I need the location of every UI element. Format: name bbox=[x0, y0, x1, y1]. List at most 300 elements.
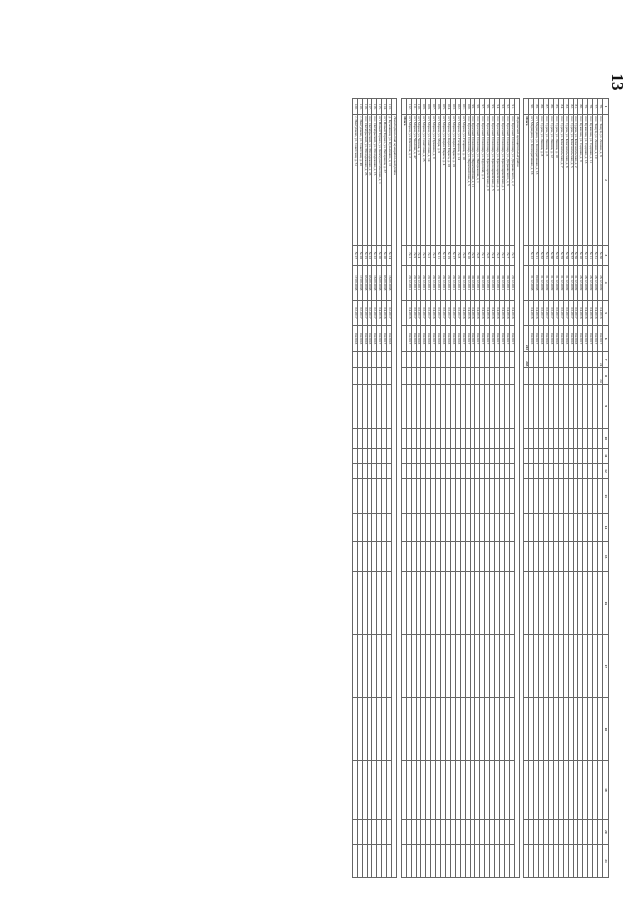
cell bbox=[411, 845, 416, 878]
cell bbox=[578, 463, 583, 478]
cell: 03.2017 bbox=[568, 300, 573, 326]
cell bbox=[387, 819, 392, 845]
address-cell: пос. Кукшлин, ул. Садовая, д. 13 bbox=[583, 115, 588, 246]
cell bbox=[426, 572, 431, 635]
cell bbox=[544, 761, 549, 819]
cell bbox=[539, 572, 544, 635]
cell bbox=[470, 514, 475, 542]
cell bbox=[573, 352, 578, 368]
cell bbox=[406, 845, 411, 878]
cell bbox=[563, 572, 568, 635]
table-row bbox=[352, 99, 357, 878]
cell bbox=[529, 368, 534, 384]
cell: № 4 bbox=[490, 245, 495, 265]
cell: 28.12.2009 bbox=[583, 265, 588, 300]
cell bbox=[529, 572, 534, 635]
cell bbox=[455, 635, 460, 698]
cell bbox=[578, 352, 583, 368]
cell: № 7 bbox=[504, 245, 509, 265]
cell: 03.2017 bbox=[441, 300, 446, 326]
cell bbox=[441, 514, 446, 542]
cell: 04.2018 bbox=[544, 326, 549, 352]
cell bbox=[421, 463, 426, 478]
cell bbox=[367, 698, 372, 761]
cell bbox=[549, 463, 554, 478]
total-value bbox=[401, 698, 406, 761]
cell: 04.2016 bbox=[485, 300, 490, 326]
cell bbox=[387, 542, 392, 572]
cell bbox=[539, 384, 544, 428]
cell bbox=[426, 479, 431, 514]
cell: 04.2016 bbox=[529, 326, 534, 352]
cell bbox=[563, 514, 568, 542]
cell bbox=[446, 448, 451, 463]
cell: № 2 bbox=[426, 245, 431, 265]
address-cell: пос. Октябрьский, ул. Молодежная, д. 23 bbox=[367, 115, 372, 246]
address-cell: пос. Красный Стекловар, ул. Красноармейская, д. 9 bbox=[485, 115, 490, 246]
cell bbox=[583, 479, 588, 514]
cell bbox=[416, 514, 421, 542]
cell bbox=[524, 245, 529, 265]
cell bbox=[549, 819, 554, 845]
cell bbox=[598, 428, 603, 448]
gap-cell bbox=[396, 99, 401, 878]
cell: 04.2016 bbox=[588, 300, 593, 326]
cell: № 17 bbox=[450, 245, 455, 265]
cell: 99. bbox=[470, 99, 475, 115]
cell bbox=[362, 463, 367, 478]
cell bbox=[470, 698, 475, 761]
section-title: Новоторъяльский муниципальный район bbox=[392, 115, 397, 878]
cell: 04.2018 bbox=[539, 326, 544, 352]
cell bbox=[529, 352, 534, 368]
cell bbox=[480, 761, 485, 819]
total-value bbox=[401, 448, 406, 463]
cell bbox=[411, 819, 416, 845]
cell: 29.12.2011 bbox=[446, 265, 451, 300]
cell bbox=[495, 428, 500, 448]
section-title-row bbox=[514, 99, 519, 878]
address-cell: пос. Красный Стекловар, ул. Красноармейская, д. 3 bbox=[495, 115, 500, 246]
cell bbox=[504, 448, 509, 463]
cell: № 31 bbox=[593, 245, 598, 265]
cell bbox=[406, 463, 411, 478]
cell: 04.2016 bbox=[480, 300, 485, 326]
cell bbox=[568, 479, 573, 514]
cell bbox=[372, 479, 377, 514]
cell: 04.2016 bbox=[529, 300, 534, 326]
cell: 28.12.2009 bbox=[578, 265, 583, 300]
cell bbox=[475, 352, 480, 368]
column-number: 1 bbox=[603, 99, 609, 115]
cell: 100. bbox=[465, 99, 470, 115]
cell bbox=[544, 698, 549, 761]
cell bbox=[544, 514, 549, 542]
cell bbox=[470, 368, 475, 384]
cell: 76. bbox=[598, 99, 603, 115]
cell bbox=[544, 819, 549, 845]
cell bbox=[431, 384, 436, 428]
table-row bbox=[470, 99, 475, 878]
cell bbox=[421, 698, 426, 761]
cell: 04.2017 bbox=[504, 326, 509, 352]
cell bbox=[465, 819, 470, 845]
cell bbox=[441, 761, 446, 819]
cell bbox=[465, 352, 470, 368]
cell: 04.2017 bbox=[499, 326, 504, 352]
cell: 29.12.2011 bbox=[436, 265, 441, 300]
cell bbox=[578, 572, 583, 635]
cell bbox=[598, 635, 603, 698]
total-value: 243 bbox=[524, 352, 529, 368]
cell: 04.2018 bbox=[553, 326, 558, 352]
cell bbox=[544, 384, 549, 428]
cell bbox=[352, 368, 357, 384]
cell: 87. bbox=[544, 99, 549, 115]
cell bbox=[431, 761, 436, 819]
cell bbox=[436, 761, 441, 819]
cell bbox=[446, 819, 451, 845]
cell: 02.2017 bbox=[387, 300, 392, 326]
total-value bbox=[524, 448, 529, 463]
cell bbox=[578, 845, 583, 878]
table-row bbox=[578, 99, 583, 878]
cell bbox=[431, 698, 436, 761]
cell: 04.2018 bbox=[450, 326, 455, 352]
cell: 04.2017 bbox=[490, 326, 495, 352]
cell bbox=[441, 463, 446, 478]
total-value bbox=[524, 428, 529, 448]
table-row bbox=[377, 99, 382, 878]
cell bbox=[431, 428, 436, 448]
cell bbox=[495, 463, 500, 478]
page-number: 13 bbox=[608, 73, 627, 91]
cell bbox=[490, 368, 495, 384]
cell bbox=[588, 479, 593, 514]
cell bbox=[480, 384, 485, 428]
cell bbox=[549, 479, 554, 514]
cell bbox=[475, 698, 480, 761]
cell: № 3 bbox=[431, 245, 436, 265]
cell: 04.2018 bbox=[352, 326, 357, 352]
cell bbox=[504, 819, 509, 845]
cell: 02.2017 bbox=[362, 300, 367, 326]
cell bbox=[485, 428, 490, 448]
column-number: 6 bbox=[603, 326, 609, 352]
cell bbox=[553, 514, 558, 542]
cell: 03.2017 bbox=[436, 300, 441, 326]
cell: 30.12.2011 bbox=[504, 265, 509, 300]
cell bbox=[593, 448, 598, 463]
cell bbox=[588, 384, 593, 428]
cell bbox=[598, 463, 603, 478]
cell: 30.12.2011 bbox=[490, 265, 495, 300]
total-value bbox=[401, 572, 406, 635]
cell bbox=[583, 514, 588, 542]
cell: 04.2016 bbox=[504, 300, 509, 326]
cell bbox=[558, 428, 563, 448]
cell: 29.12.2011 bbox=[406, 265, 411, 300]
cell bbox=[377, 542, 382, 572]
cell bbox=[431, 819, 436, 845]
cell bbox=[593, 542, 598, 572]
cell: 04.2016 bbox=[534, 300, 539, 326]
cell bbox=[460, 448, 465, 463]
address-cell: пос. Кукшлин, ул. Садовая, д. 9 bbox=[578, 115, 583, 246]
cell bbox=[490, 542, 495, 572]
cell: 29.12.2011 bbox=[455, 265, 460, 300]
cell: 03.2017 bbox=[411, 300, 416, 326]
cell bbox=[490, 384, 495, 428]
cell: 04.2016 bbox=[578, 300, 583, 326]
cell: 16.09.2008 bbox=[377, 265, 382, 300]
cell: 77. bbox=[593, 99, 598, 115]
cell bbox=[460, 428, 465, 448]
total-value bbox=[524, 479, 529, 514]
cell bbox=[578, 635, 583, 698]
table-row bbox=[544, 99, 549, 878]
cell bbox=[416, 845, 421, 878]
cell: 03.2017 bbox=[563, 300, 568, 326]
cell bbox=[485, 463, 490, 478]
column-number: 14 bbox=[603, 514, 609, 542]
table-row bbox=[421, 99, 426, 878]
cell bbox=[499, 384, 504, 428]
cell bbox=[499, 428, 504, 448]
table-row bbox=[446, 99, 451, 878]
cell bbox=[499, 819, 504, 845]
cell bbox=[421, 428, 426, 448]
cell bbox=[357, 761, 362, 819]
column-number: 20 bbox=[603, 819, 609, 845]
cell: 30.12.2011 bbox=[485, 265, 490, 300]
cell bbox=[436, 845, 441, 878]
cell bbox=[382, 368, 387, 384]
cell: 105. bbox=[441, 99, 446, 115]
cell: 31.12.2009 bbox=[539, 265, 544, 300]
cell bbox=[362, 698, 367, 761]
total-value bbox=[401, 819, 406, 845]
cell: № 6 bbox=[460, 245, 465, 265]
cell bbox=[480, 514, 485, 542]
cell bbox=[495, 448, 500, 463]
total-value bbox=[524, 819, 529, 845]
cell bbox=[578, 542, 583, 572]
cell bbox=[490, 448, 495, 463]
address-cell: пгт Морки, ул. Гагарина, д. 10 bbox=[460, 115, 465, 246]
cell: № 1 bbox=[480, 245, 485, 265]
cell: № 12 bbox=[441, 245, 446, 265]
cell bbox=[387, 514, 392, 542]
cell bbox=[563, 698, 568, 761]
cell bbox=[465, 761, 470, 819]
cell bbox=[568, 761, 573, 819]
total-label: Итого bbox=[401, 115, 406, 246]
cell bbox=[588, 352, 593, 368]
column-number: 16 bbox=[603, 572, 609, 635]
address-cell: пгт Медведево, ул. Кооперативная, д. 13 bbox=[534, 115, 539, 246]
address-cell: пгт Морки, ул. Пушкина, д. 9 bbox=[431, 115, 436, 246]
cell bbox=[352, 845, 357, 878]
cell: 24 bbox=[598, 368, 603, 384]
cell bbox=[558, 819, 563, 845]
cell bbox=[470, 428, 475, 448]
cell bbox=[539, 448, 544, 463]
total-value bbox=[524, 635, 529, 698]
cell bbox=[583, 698, 588, 761]
cell bbox=[441, 819, 446, 845]
cell bbox=[563, 542, 568, 572]
address-cell: пос. Суров, ул. Ленина, д. 8 bbox=[539, 115, 544, 246]
address-cell: пос. Красный Стекловар, ул. Красноармейская, д. 5 bbox=[490, 115, 495, 246]
cell bbox=[357, 384, 362, 428]
cell bbox=[392, 99, 397, 115]
cell bbox=[450, 572, 455, 635]
cell: № 60 bbox=[549, 245, 554, 265]
cell bbox=[553, 384, 558, 428]
cell bbox=[352, 761, 357, 819]
column-number: 4 bbox=[603, 265, 609, 300]
address-cell: пос. Кукшлин, ул. Садовая, д. 11 bbox=[588, 115, 593, 246]
cell: № 59 bbox=[558, 245, 563, 265]
table-row bbox=[534, 99, 539, 878]
cell bbox=[485, 514, 490, 542]
cell bbox=[495, 514, 500, 542]
cell bbox=[549, 448, 554, 463]
cell bbox=[529, 463, 534, 478]
cell bbox=[490, 428, 495, 448]
cell bbox=[490, 572, 495, 635]
cell bbox=[485, 572, 490, 635]
cell bbox=[357, 352, 362, 368]
cell bbox=[598, 819, 603, 845]
cell bbox=[372, 698, 377, 761]
cell bbox=[539, 542, 544, 572]
cell: 04.2016 bbox=[431, 300, 436, 326]
cell bbox=[509, 384, 514, 428]
cell bbox=[475, 514, 480, 542]
total-row bbox=[401, 99, 406, 878]
cell: 04.2017 bbox=[377, 326, 382, 352]
cell bbox=[426, 635, 431, 698]
cell: 03.2017 bbox=[573, 300, 578, 326]
cell bbox=[499, 514, 504, 542]
cell bbox=[426, 698, 431, 761]
cell bbox=[411, 572, 416, 635]
cell bbox=[553, 698, 558, 761]
cell bbox=[475, 819, 480, 845]
cell: № 27 bbox=[352, 245, 357, 265]
cell bbox=[441, 542, 446, 572]
cell bbox=[406, 479, 411, 514]
cell bbox=[480, 635, 485, 698]
cell bbox=[455, 514, 460, 542]
cell bbox=[426, 819, 431, 845]
cell bbox=[436, 448, 441, 463]
column-number: 5 bbox=[603, 300, 609, 326]
total-value bbox=[524, 384, 529, 428]
total-value bbox=[401, 428, 406, 448]
cell bbox=[470, 542, 475, 572]
address-cell: пос. Красный Стекловар, ул. Дзержинского, д. 2 bbox=[509, 115, 514, 246]
cell bbox=[539, 514, 544, 542]
cell bbox=[563, 845, 568, 878]
table-row bbox=[460, 99, 465, 878]
cell bbox=[421, 448, 426, 463]
cell bbox=[480, 352, 485, 368]
cell: 81. bbox=[573, 99, 578, 115]
cell bbox=[416, 352, 421, 368]
cell bbox=[352, 448, 357, 463]
cell: № 11 bbox=[436, 245, 441, 265]
cell bbox=[421, 368, 426, 384]
address-cell: пос. Суров, ул. Ленина, д. 6 bbox=[544, 115, 549, 246]
cell bbox=[509, 572, 514, 635]
cell: 04.2017 bbox=[598, 326, 603, 352]
cell bbox=[450, 384, 455, 428]
address-cell: пгт Морки, ул. Шахтная, д. 2 bbox=[406, 115, 411, 246]
cell bbox=[406, 384, 411, 428]
cell bbox=[480, 698, 485, 761]
table-row bbox=[406, 99, 411, 878]
cell bbox=[563, 368, 568, 384]
cell: 31.12.2009 bbox=[568, 265, 573, 300]
cell bbox=[593, 384, 598, 428]
cell bbox=[460, 819, 465, 845]
cell: 30.12.2011 bbox=[480, 265, 485, 300]
cell: 80. bbox=[578, 99, 583, 115]
cell bbox=[539, 819, 544, 845]
cell: 85. bbox=[553, 99, 558, 115]
cell bbox=[578, 698, 583, 761]
column-number: 7 bbox=[603, 352, 609, 368]
cell bbox=[426, 463, 431, 478]
cell bbox=[485, 698, 490, 761]
cell: 98. bbox=[475, 99, 480, 115]
cell bbox=[372, 761, 377, 819]
cell bbox=[534, 514, 539, 542]
cell: 118. bbox=[362, 99, 367, 115]
cell bbox=[534, 479, 539, 514]
cell bbox=[377, 761, 382, 819]
cell bbox=[534, 384, 539, 428]
cell bbox=[475, 384, 480, 428]
cell bbox=[578, 479, 583, 514]
cell bbox=[558, 572, 563, 635]
column-number: 10 bbox=[603, 428, 609, 448]
cell: 04.2018 bbox=[558, 326, 563, 352]
cell bbox=[406, 761, 411, 819]
cell bbox=[549, 698, 554, 761]
cell bbox=[475, 448, 480, 463]
cell bbox=[431, 479, 436, 514]
cell bbox=[446, 514, 451, 542]
gap-cell bbox=[519, 99, 524, 878]
cell bbox=[544, 463, 549, 478]
cell: 78. bbox=[588, 99, 593, 115]
cell: 04.2017 bbox=[495, 326, 500, 352]
cell bbox=[421, 352, 426, 368]
cell bbox=[490, 761, 495, 819]
cell bbox=[426, 352, 431, 368]
cell bbox=[539, 479, 544, 514]
cell bbox=[362, 384, 367, 428]
table-row bbox=[598, 99, 603, 878]
cell bbox=[441, 698, 446, 761]
cell bbox=[411, 542, 416, 572]
cell bbox=[588, 635, 593, 698]
cell bbox=[573, 428, 578, 448]
